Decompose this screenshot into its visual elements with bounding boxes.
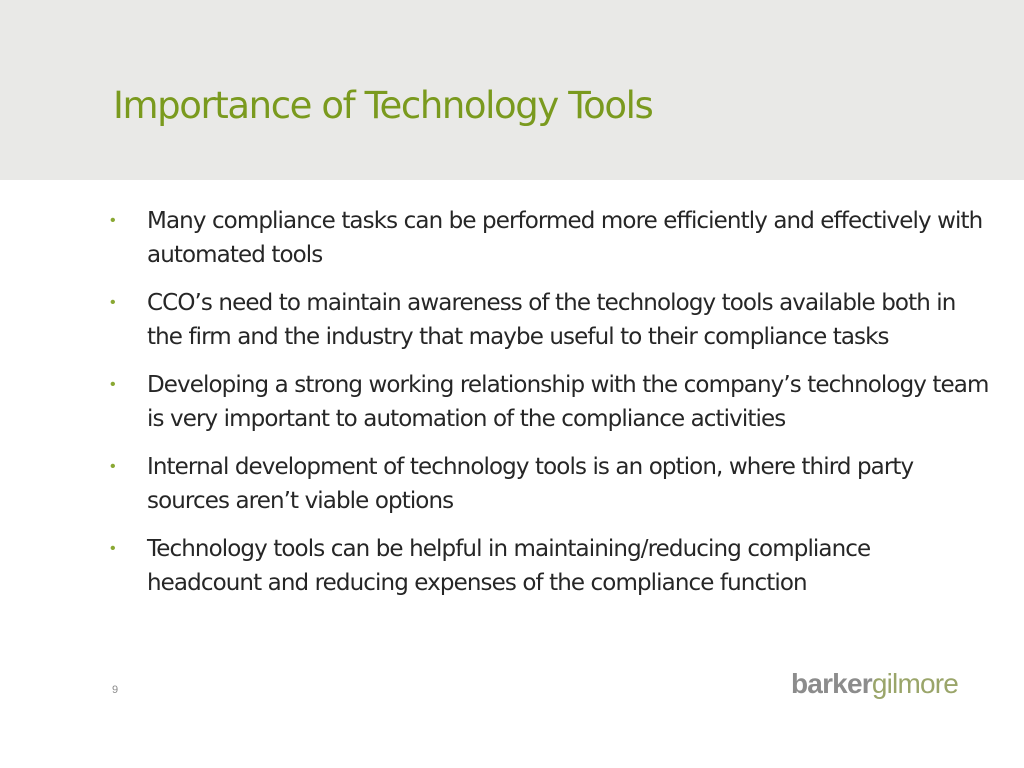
bullet-icon: •	[110, 294, 116, 311]
bullet-text: CCO’s need to maintain awareness of the technology tools available both in the firm and the industry that maybe useful to their compliance tasks	[147, 290, 956, 350]
bullet-text: Internal development of technology tools is an option, where third party sources aren’t viable options	[147, 454, 914, 514]
bullet-list	[110, 204, 990, 614]
logo-part-barker: barker	[791, 668, 872, 699]
bullet-item	[110, 450, 990, 518]
barkergilmore-logo	[791, 664, 958, 704]
bullet-item	[110, 204, 990, 272]
logo-part-gilmore: gilmore	[871, 668, 959, 699]
bullet-item	[110, 532, 990, 600]
bullet-text: Developing a strong working relationship with the company’s technology team is very important to automation of the compliance activities	[147, 372, 989, 432]
bullet-icon: •	[110, 212, 116, 229]
bullet-text: Technology tools can be helpful in maintaining/reducing compliance headcount and reducing expenses of the compliance function	[147, 536, 871, 596]
bullet-text: Many compliance tasks can be performed more efficiently and effectively with automated tools	[147, 208, 983, 268]
bullet-icon: •	[110, 376, 116, 393]
bullet-item	[110, 368, 990, 436]
slide-title: Importance of Technology Tools	[113, 84, 653, 127]
page-number: 9	[112, 684, 119, 696]
bullet-item	[110, 286, 990, 354]
bullet-icon: •	[110, 540, 116, 557]
bullet-icon: •	[110, 458, 116, 475]
